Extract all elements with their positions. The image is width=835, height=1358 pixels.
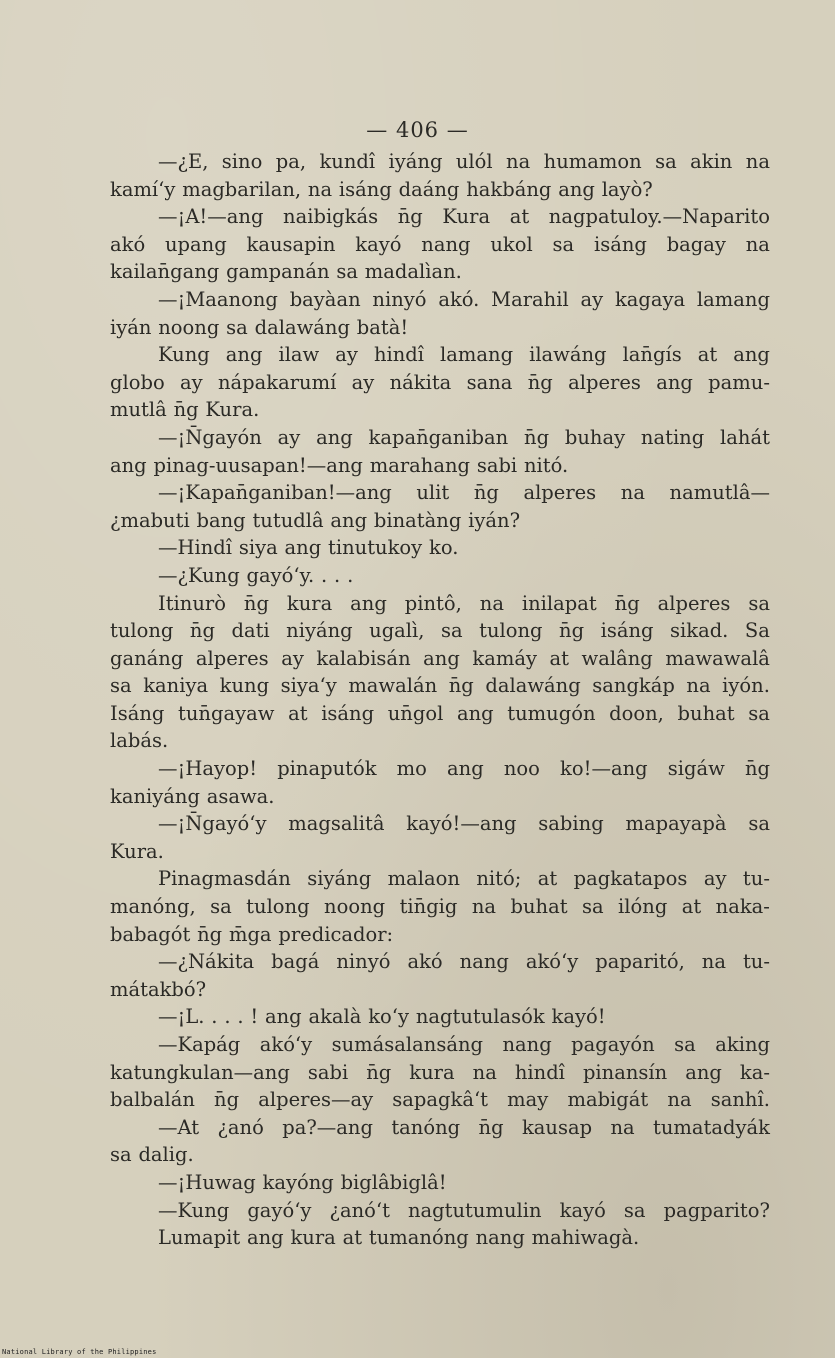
text-line: —¡Kapan̄ganiban!—ang ulit n̄g alperes na namutlâ— bbox=[158, 481, 770, 505]
text-line: —¿Kung gayó‘y. . . . bbox=[158, 563, 354, 587]
text-line: —¡Hayop! pinaputók mo ang noo ko!—ang sigáw n̄g bbox=[158, 757, 770, 781]
text-line: mátakbó? bbox=[110, 977, 207, 1001]
text-line: Isáng tun̄gayaw at isáng un̄gol ang tumugón doon, buhat sa bbox=[110, 701, 770, 725]
text-line: akó upang kausapin kayó nang ukol sa isáng bagay na bbox=[110, 232, 770, 256]
text-line: —At ¿anó pa?—ang tanóng n̄g kausap na tumatadyák bbox=[158, 1115, 770, 1139]
text-line: balbalán n̄g alperes—ay sapagkâ‘t may mabigát na sanhî. bbox=[110, 1088, 770, 1112]
body-text bbox=[110, 148, 770, 1252]
text-line: mutlâ n̄g Kura. bbox=[110, 398, 260, 422]
text-line: —¡Huwag kayóng biglâbiglâ! bbox=[158, 1170, 447, 1194]
text-line: —¡Maanong bayàan ninyó akó. Marahil ay kagaya lamang bbox=[158, 287, 770, 311]
text-line: —Kung gayó‘y ¿anó‘t nagtutumulin kayó sa pagparito? bbox=[158, 1198, 770, 1222]
text-line: Pinagmasdán siyáng malaon nitó; at pagkatapos ay tu- bbox=[158, 867, 770, 891]
text-line: Itinurò n̄g kura ang pintô, na inilapat n̄g alperes sa bbox=[158, 591, 770, 615]
text-line: Lumapit ang kura at tumanóng nang mahiwagà. bbox=[158, 1226, 640, 1250]
text-line: katungkulan—ang sabi n̄g kura na hindî pinansín ang ka- bbox=[110, 1060, 770, 1084]
text-line: kamí‘y magbarilan, na isáng daáng hakbáng ang layò? bbox=[110, 177, 653, 201]
text-line: —¿E, sino pa, kundî iyáng ulól na humamon sa akin na bbox=[158, 150, 770, 173]
library-credit: National Library of the Philippines bbox=[2, 1348, 157, 1356]
text-line: labás. bbox=[110, 729, 169, 753]
text-line: sa dalig. bbox=[110, 1143, 194, 1167]
text-line: —¡N̄gayón ay ang kapan̄ganiban n̄g buhay nating lahát bbox=[158, 425, 770, 449]
text-line: kaniyáng asawa. bbox=[110, 784, 275, 808]
text-line: ¿mabuti bang tutudlâ ang binatàng iyán? bbox=[110, 508, 521, 532]
text-line: iyán noong sa dalawáng batà! bbox=[110, 315, 409, 339]
text-line: Kura. bbox=[110, 839, 164, 863]
text-line: —¡A!—ang naibigkás n̄g Kura at nagpatuloy.—Naparito bbox=[158, 205, 770, 229]
text-line: ganáng alperes ay kalabisán ang kamáy at walâng mawawalâ bbox=[110, 646, 770, 670]
text-line: Kung ang ilaw ay hindî lamang ilawáng lan̄gís at ang bbox=[158, 343, 770, 367]
text-line: babagót n̄g m̄ga predicador: bbox=[110, 922, 394, 946]
text-line: —¡L. . . . ! ang akalà ko‘y nagtutulasók kayó! bbox=[158, 1005, 606, 1029]
text-line: manóng, sa tulong noong tin̄gig na buhat sa ilóng at naka- bbox=[110, 895, 770, 919]
text-line: —Kapág akó‘y sumásalansáng nang pagayón sa aking bbox=[158, 1033, 770, 1056]
text-line: sa kaniya kung siya‘y mawalán n̄g dalawáng sangkáp na iyón. bbox=[110, 674, 770, 698]
text-line: —¿Nákita bagá ninyó akó nang akó‘y paparitó, na tu- bbox=[158, 950, 770, 974]
text-line: kailan̄gang gampanán sa madalìan. bbox=[110, 260, 462, 284]
text-line: globo ay nápakarumí ay nákita sana n̄g alperes ang pamu- bbox=[110, 370, 770, 394]
page-number: — 406 — bbox=[366, 118, 469, 142]
text-line: —Hindî siya ang tinutukoy ko. bbox=[158, 536, 459, 560]
text-line: tulong n̄g dati niyáng ugalì, sa tulong n̄g isáng sikad. Sa bbox=[110, 619, 770, 643]
text-line: ang pinag-uusapan!—ang marahang sabi nitó. bbox=[110, 453, 569, 477]
text-line: —¡N̄gayó‘y magsalitâ kayó!—ang sabing mapayapà sa bbox=[158, 812, 770, 836]
